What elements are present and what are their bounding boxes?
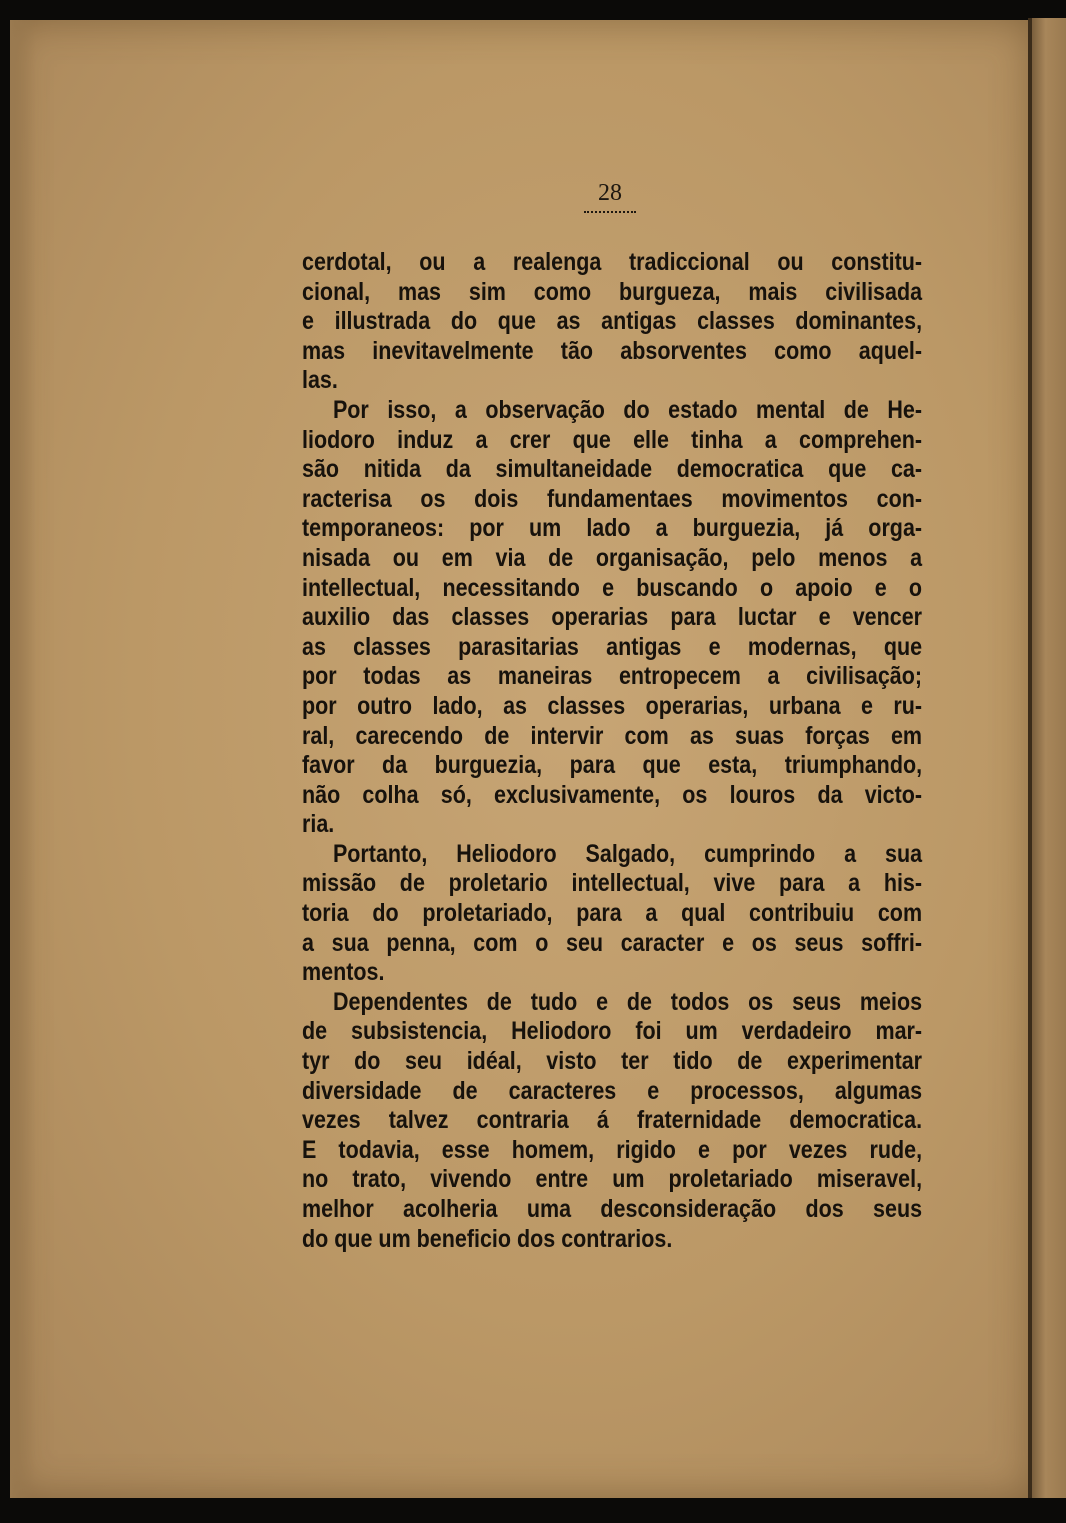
text-line: de subsistencia, Heliodoro foi um verdadeiro mar- [302,1017,923,1046]
text-line: E todavia, esse homem, rigido e por vezes rude, [302,1135,923,1164]
text-line: do que um beneficio dos contrarios. [302,1224,673,1253]
text-line: a sua penna, com o seu caracter e os seus soffri- [302,928,923,957]
text-line: mentos. [302,958,385,987]
page-number: 28 [598,180,622,206]
text-line: intellectual, necessitando e buscando o apoio e o [302,573,923,602]
text-line: mas inevitavelmente tão absorventes como aquel- [302,336,923,365]
text-line: las. [302,366,338,395]
text-line: liodoro induz a crer que elle tinha a comprehen- [302,425,923,454]
page-header [560,180,660,213]
text-line: ria. [302,810,335,839]
text-line: ral, carecendo de intervir com as suas forças em [302,721,923,750]
text-line: no trato, vivendo entre um proletariado miseravel, [302,1165,923,1194]
text-line: vezes talvez contraria á fraternidade democratica. [302,1106,923,1135]
text-line: são nitida da simultaneidade democratica que ca- [302,455,923,484]
text-line: nisada ou em via de organisação, pelo menos a [302,543,923,572]
text-line: por todas as maneiras entropecem a civilisação; [302,662,923,691]
text-line: cional, mas sim como burgueza, mais civilisada [302,277,923,306]
text-line: racterisa os dois fundamentaes movimentos con- [302,484,923,513]
text-line: missão de proletario intellectual, vive para a his- [302,869,923,898]
text-line: e illustrada do que as antigas classes dominantes, [302,307,923,336]
text-line: Portanto, Heliodoro Salgado, cumprindo a sua [332,839,923,868]
adjacent-page-edge [1032,18,1066,1498]
body-text [302,248,923,1254]
text-line: auxilio das classes operarias para luctar e vencer [302,603,923,632]
text-line: melhor acolheria uma desconsideração dos seus [302,1195,923,1223]
page-edge-shadow [10,20,36,1498]
text-line: não colha só, exclusivamente, os louros da victo- [302,780,923,809]
text-line: toria do proletariado, para a qual contribuiu com [302,899,923,928]
text-line: cerdotal, ou a realenga tradiccional ou constitu- [302,248,923,276]
text-line: por outro lado, as classes operarias, urbana e ru- [302,691,923,720]
text-line: temporaneos: por um lado a burguezia, já orga- [302,514,923,543]
text-line: diversidade de caracteres e processos, algumas [302,1076,923,1105]
page-number-rule [584,209,636,213]
text-line: as classes parasitarias antigas e modernas, que [302,632,923,661]
text-line: Por isso, a observação do estado mental de He- [332,395,923,424]
text-line: Dependentes de tudo e de todos os seus meios [332,987,923,1016]
text-line: favor da burguezia, para que esta, triumphando, [302,751,923,780]
text-line: tyr do seu idéal, visto ter tido de experimentar [302,1047,923,1076]
